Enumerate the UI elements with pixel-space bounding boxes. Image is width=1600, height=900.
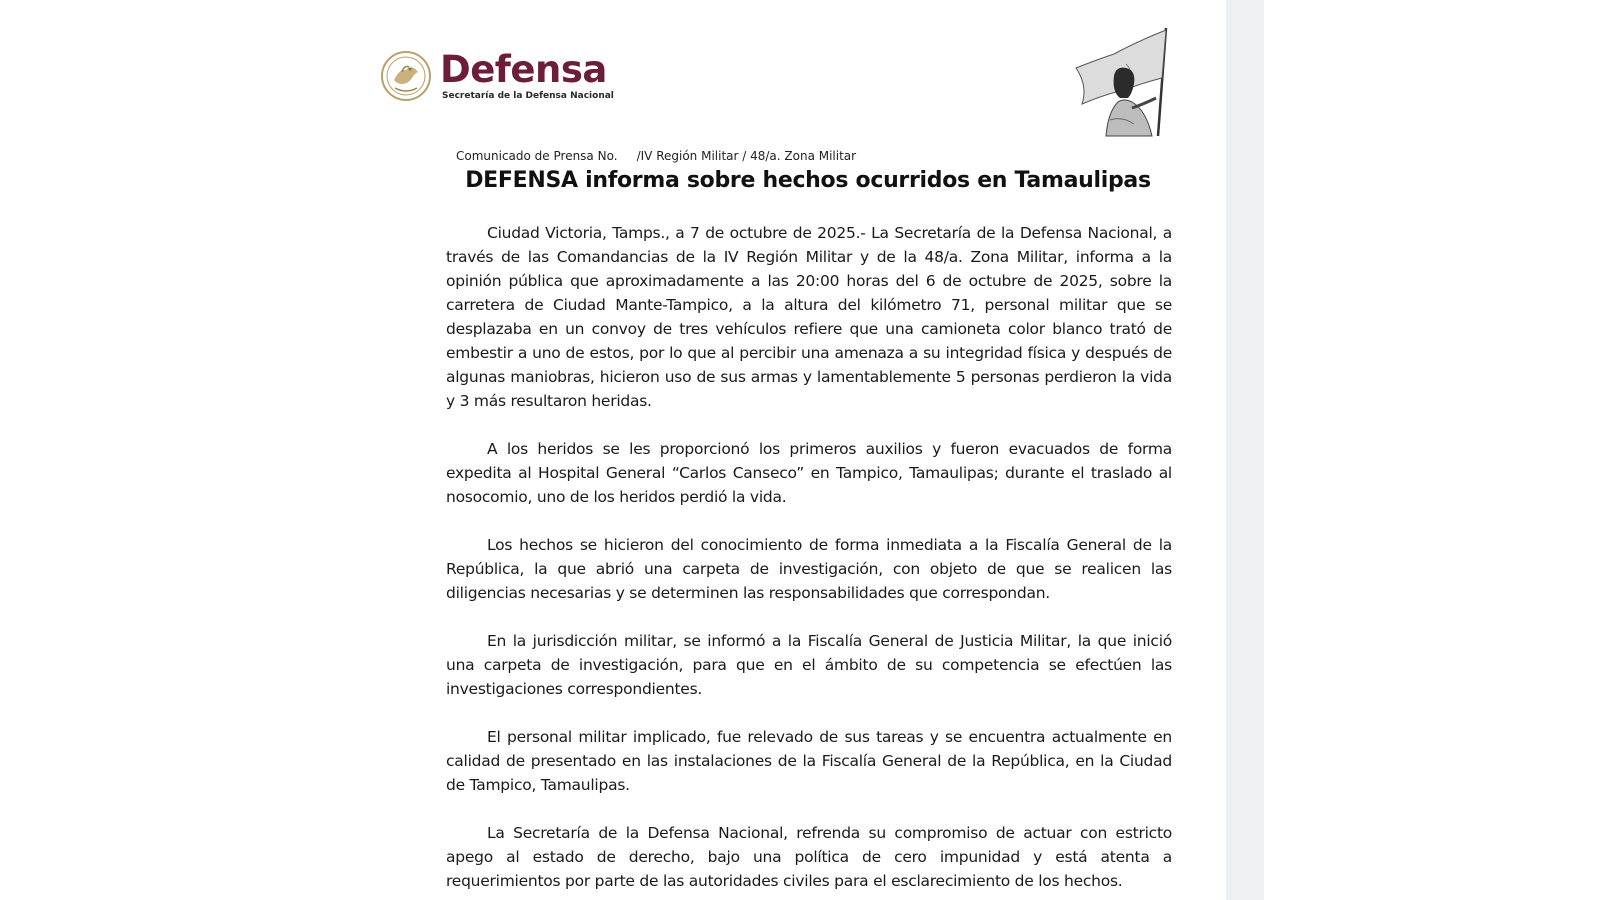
- brand-name: Defensa: [440, 48, 607, 91]
- brand-block: [440, 48, 614, 101]
- body-paragraph: A los heridos se les proporcionó los primeros auxilios y fueron evacuados de forma expedita al Hospital General “Carlos Canseco” en Tampico, Tamaulipas; durante el traslado al nosocomio, uno de los heridos perdió la vida.: [446, 440, 1172, 506]
- body-paragraph: El personal militar implicado, fue relevado de sus tareas y se encuentra actualmente en calidad de presentado en las instalaciones de la Fiscalía General de la República, en la Ciudad de Tampico, Tamaulipas.: [446, 728, 1172, 794]
- page-side-margin: [1226, 0, 1264, 900]
- document-body: [446, 221, 1172, 900]
- document-header: [380, 50, 614, 102]
- press-release-number: Comunicado de Prensa No. /IV Región Militar / 48/a. Zona Militar: [456, 149, 857, 163]
- national-seal-icon: [380, 50, 432, 102]
- woman-with-flag-illustration: [1066, 24, 1176, 138]
- body-paragraph: Ciudad Victoria, Tamps., a 7 de octubre de 2025.- La Secretaría de la Defensa Nacional, a través de las Comandancias de la IV Región Militar y de la 48/a. Zona Militar, informa a la opinión pública que aproximadamente a las 20:00 horas del 6 de octubre de 2025, sobre la carretera de Ciudad Mante-Tampico, a la altura del kilómetro 71, personal militar que se desplazaba en un convoy de tres vehículos refiere que una camioneta color blanco trató de embestir a uno de estos, por lo que al percibir una amenaza a su integridad física y después de algunas maniobras, hicieron uso de sus armas y lamentablemente 5 personas perdieron la vida y 3 más resultaron heridas.: [446, 224, 1172, 410]
- body-paragraph: La Secretaría de la Defensa Nacional, refrenda su compromiso de actuar con estricto apego al estado de derecho, bajo una política de cero impunidad y está atenta a requerimientos por parte de las autoridades civiles para el esclarecimiento de los hechos.: [446, 824, 1172, 890]
- document-title: DEFENSA informa sobre hechos ocurridos en Tamaulipas: [465, 168, 1151, 193]
- brand-subtitle: Secretaría de la Defensa Nacional: [442, 91, 614, 101]
- body-paragraph: Los hechos se hicieron del conocimiento de forma inmediata a la Fiscalía General de la República, la que abrió una carpeta de investigación, con objeto de que se realicen las diligencias necesarias y se determinen las responsabilidades que correspondan.: [446, 536, 1172, 602]
- body-paragraph: En la jurisdicción militar, se informó a la Fiscalía General de Justicia Militar, la que inició una carpeta de investigación, para que en el ámbito de su competencia se efectúen las investigaciones correspondientes.: [446, 632, 1172, 698]
